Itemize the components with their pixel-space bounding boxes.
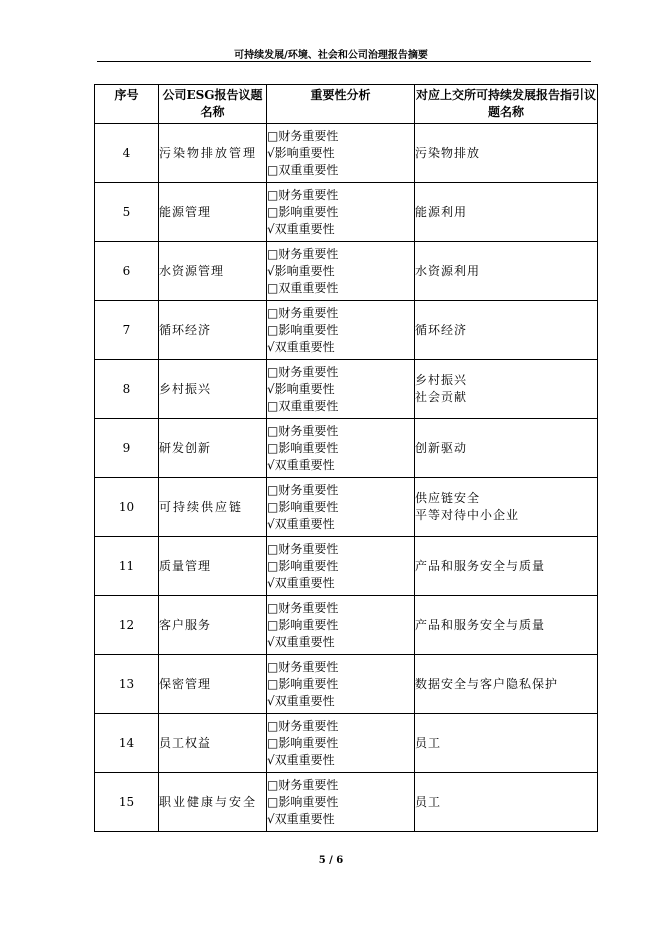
row-topic-name: 能源管理	[159, 183, 267, 242]
row-mapping	[415, 360, 598, 419]
table-row	[95, 360, 598, 419]
materiality-option: □财务重要性	[267, 777, 339, 792]
materiality-option: □财务重要性	[267, 600, 339, 615]
mapping-topic: 员工	[415, 735, 442, 750]
row-materiality	[267, 301, 415, 360]
column-header-mapping: 对应上交所可持续发展报告指引议题名称	[415, 85, 598, 124]
table-row	[95, 242, 598, 301]
row-mapping	[415, 596, 598, 655]
row-topic-name: 循环经济	[159, 301, 267, 360]
materiality-option: √影响重要性	[267, 145, 335, 160]
row-topic-name: 员工权益	[159, 714, 267, 773]
row-mapping	[415, 183, 598, 242]
materiality-option: □影响重要性	[267, 322, 339, 337]
row-topic-name: 保密管理	[159, 655, 267, 714]
materiality-table	[94, 84, 598, 832]
materiality-option: √双重重要性	[267, 575, 335, 590]
materiality-option: □影响重要性	[267, 617, 339, 632]
table-row	[95, 655, 598, 714]
row-seq: 11	[95, 537, 159, 596]
materiality-option: □影响重要性	[267, 735, 339, 750]
mapping-topic: 产品和服务安全与质量	[415, 617, 546, 632]
row-topic-name: 水资源管理	[159, 242, 267, 301]
row-topic-name: 职业健康与安全	[159, 773, 267, 832]
materiality-option: □财务重要性	[267, 718, 339, 733]
row-topic-name: 研发创新	[159, 419, 267, 478]
table-row	[95, 537, 598, 596]
row-mapping	[415, 242, 598, 301]
table-row	[95, 773, 598, 832]
row-topic-name: 可持续供应链	[159, 478, 267, 537]
materiality-option: √影响重要性	[267, 381, 335, 396]
materiality-option: □影响重要性	[267, 440, 339, 455]
mapping-topic: 能源利用	[415, 204, 468, 219]
mapping-topic: 创新驱动	[415, 440, 468, 455]
row-seq: 8	[95, 360, 159, 419]
table-row	[95, 714, 598, 773]
row-seq: 13	[95, 655, 159, 714]
row-materiality	[267, 714, 415, 773]
row-materiality	[267, 655, 415, 714]
row-seq: 9	[95, 419, 159, 478]
row-materiality	[267, 537, 415, 596]
materiality-option: √双重重要性	[267, 457, 335, 472]
row-materiality	[267, 183, 415, 242]
mapping-topic: 水资源利用	[415, 263, 481, 278]
mapping-topic: 数据安全与客户隐私保护	[415, 676, 559, 691]
row-mapping	[415, 537, 598, 596]
row-topic-name: 质量管理	[159, 537, 267, 596]
row-seq: 15	[95, 773, 159, 832]
materiality-option: √双重重要性	[267, 339, 335, 354]
materiality-option: □影响重要性	[267, 794, 339, 809]
materiality-option: √影响重要性	[267, 263, 335, 278]
row-seq: 4	[95, 124, 159, 183]
column-header-topic: 公司ESG报告议题名称	[159, 85, 267, 124]
materiality-option: □财务重要性	[267, 246, 339, 261]
mapping-topic: 供应链安全	[415, 491, 481, 505]
mapping-topic: 乡村振兴	[415, 373, 468, 387]
materiality-option: √双重重要性	[267, 693, 335, 708]
table-row	[95, 124, 598, 183]
row-seq: 6	[95, 242, 159, 301]
table-row	[95, 596, 598, 655]
row-materiality	[267, 242, 415, 301]
row-seq: 5	[95, 183, 159, 242]
page-header-title: 可持续发展/环境、社会和公司治理报告摘要	[234, 50, 428, 61]
materiality-option: □影响重要性	[267, 676, 339, 691]
materiality-option: √双重重要性	[267, 221, 335, 236]
materiality-option: □影响重要性	[267, 499, 339, 514]
table-row	[95, 419, 598, 478]
materiality-option: □财务重要性	[267, 364, 339, 379]
row-mapping	[415, 773, 598, 832]
mapping-topic: 员工	[415, 794, 442, 809]
mapping-topic: 产品和服务安全与质量	[415, 558, 546, 573]
materiality-option: □财务重要性	[267, 482, 339, 497]
row-topic-name: 乡村振兴	[159, 360, 267, 419]
row-mapping	[415, 419, 598, 478]
materiality-option: □财务重要性	[267, 187, 339, 202]
row-seq: 14	[95, 714, 159, 773]
row-seq: 10	[95, 478, 159, 537]
row-mapping	[415, 124, 598, 183]
header-divider	[97, 61, 591, 62]
row-mapping	[415, 478, 598, 537]
materiality-option: □双重重要性	[267, 398, 339, 413]
row-materiality	[267, 419, 415, 478]
row-mapping	[415, 714, 598, 773]
mapping-topic: 循环经济	[415, 322, 468, 337]
row-materiality	[267, 124, 415, 183]
table-row	[95, 301, 598, 360]
row-seq: 12	[95, 596, 159, 655]
table-row	[95, 183, 598, 242]
row-mapping	[415, 301, 598, 360]
table-body	[95, 124, 598, 832]
page-number: 5 / 6	[318, 855, 344, 866]
mapping-topic: 平等对待中小企业	[415, 508, 520, 522]
row-mapping	[415, 655, 598, 714]
row-materiality	[267, 773, 415, 832]
row-seq: 7	[95, 301, 159, 360]
row-materiality	[267, 596, 415, 655]
row-topic-name: 污染物排放管理	[159, 124, 267, 183]
materiality-option: □双重重要性	[267, 162, 339, 177]
materiality-option: □财务重要性	[267, 659, 339, 674]
table-header-row	[95, 85, 598, 124]
column-header-seq: 序号	[95, 85, 159, 124]
materiality-option: □财务重要性	[267, 423, 339, 438]
materiality-option: □影响重要性	[267, 204, 339, 219]
materiality-option: □财务重要性	[267, 305, 339, 320]
materiality-option: √双重重要性	[267, 634, 335, 649]
materiality-option: √双重重要性	[267, 516, 335, 531]
row-topic-name: 客户服务	[159, 596, 267, 655]
materiality-option: □财务重要性	[267, 128, 339, 143]
materiality-option: □双重重要性	[267, 280, 339, 295]
materiality-option: □影响重要性	[267, 558, 339, 573]
column-header-materiality: 重要性分析	[267, 85, 415, 124]
materiality-option: √双重重要性	[267, 752, 335, 767]
row-materiality	[267, 360, 415, 419]
materiality-option: □财务重要性	[267, 541, 339, 556]
row-materiality	[267, 478, 415, 537]
mapping-topic: 污染物排放	[415, 145, 481, 160]
materiality-option: √双重重要性	[267, 811, 335, 826]
table-row	[95, 478, 598, 537]
mapping-topic: 社会贡献	[415, 390, 468, 404]
